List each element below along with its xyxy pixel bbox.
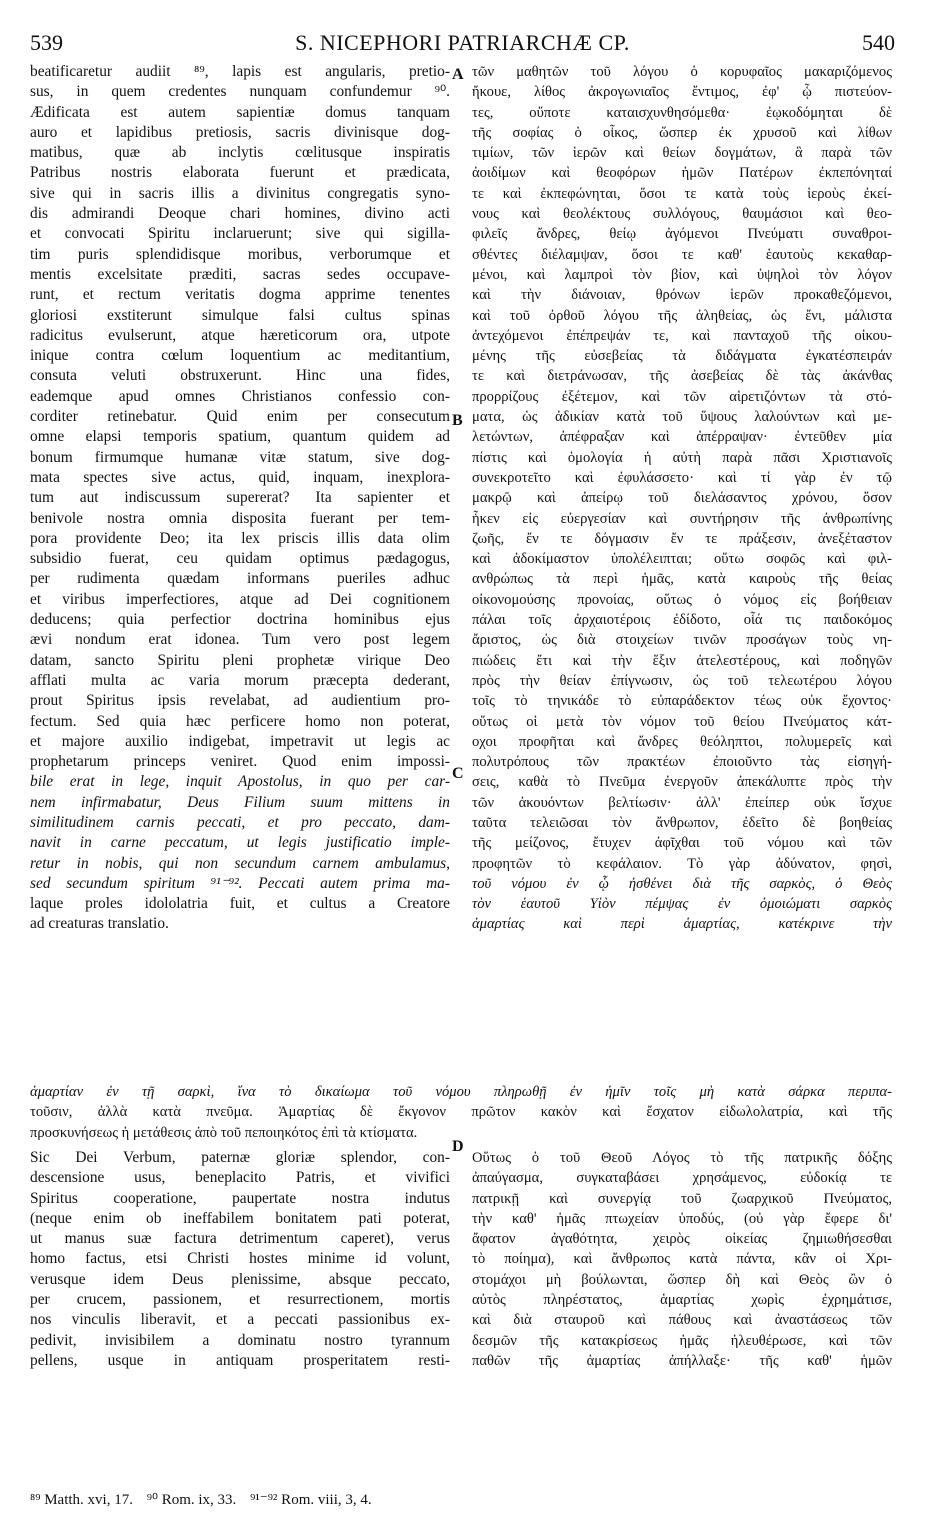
text-line: mentis excelsitate præditi, sacras sedes occupave- bbox=[30, 265, 450, 283]
text-line: sive qui in sacris illis a divinitus congregatis syno- bbox=[30, 184, 450, 202]
text-line: Spiritus cooperatione, paupertate nostra indutus bbox=[30, 1189, 450, 1207]
text-line: ἀπαύγασμα, συγκαταβάσει χρησάμενος, εὐδοκίᾳ τε bbox=[472, 1170, 892, 1187]
text-line: ἄριστος, ὡς διὰ στοιχείων τινῶν προσάγων τοὺς νη- bbox=[472, 632, 892, 649]
greek-full-width-text bbox=[30, 1082, 892, 1143]
text-line: πιώδεις ἔτι καὶ τὴν ἕξιν ἀτελεστέρους, καὶ ποδηγῶν bbox=[472, 652, 892, 669]
text-line: et viribus imperfectiores, atque ad Dei cognitionem bbox=[30, 590, 450, 608]
text-line: Patribus nostris elaborata fuerunt et prædicata, bbox=[30, 164, 450, 182]
text-line: καὶ τοῦ ὀρθοῦ λόγου τῆς ἀληθείας, ὡς ἔνι, μάλιστα bbox=[472, 307, 892, 324]
greek-column-bottom bbox=[472, 1148, 892, 1371]
latin-column-top bbox=[30, 62, 450, 935]
text-line: tum aut indiscussum supererat? Ita sapienter et bbox=[30, 489, 450, 507]
text-line: prout Spiritus ipsis revelabat, ad audientium pro- bbox=[30, 692, 450, 710]
text-line: beatificaretur audiit ⁸⁹, lapis est angularis, pretio- bbox=[30, 63, 450, 80]
text-line: τῶν ἀκουόντων βελτίωσιν· ἀλλ' ἐπείπερ οὐκ ἴσχυε bbox=[472, 794, 892, 811]
text-line: ἤκουε, λίθος ἀκρογωνιαῖος ἔντιμος, ἐφ' ᾧ πιστεύον- bbox=[472, 84, 892, 101]
text-line: συνεκροτεῖτο καὶ ἐφυλάσσετο· καὶ τί γὰρ ἐν τῷ bbox=[472, 469, 892, 486]
text-line: τοῦσιν, ἀλλὰ κατὰ πνεῦμα. Ἁμαρτίας δὲ ἔκγονον πρῶτον κακὸν καὶ ἔσχατον εἰδωλολατρία, καὶ τῆς bbox=[30, 1104, 892, 1121]
latin-column-bottom bbox=[30, 1148, 450, 1371]
text-line: fectum. Sed quia hæc perficere homo non poterat, bbox=[30, 712, 450, 730]
text-line: verusque idem Deus plenissime, absque peccato, bbox=[30, 1270, 450, 1288]
text-line: καὶ ἀδοκίμαστον ὑπολέλειπται; οὕτω σοφῶς καὶ φιλ- bbox=[472, 551, 892, 568]
text-line: τῶν μαθητῶν τοῦ λόγου ὁ κορυφαῖος μακαριζόμενος bbox=[472, 64, 892, 80]
section-marker-d: D bbox=[452, 1138, 464, 1155]
text-line: πίστις καὶ ὁμολογία ἡ αὐτὴ παρὰ πᾶσι Χριστιανοῖς bbox=[472, 449, 892, 466]
text-line: ad creaturas translatio. bbox=[30, 915, 169, 933]
text-line: deducens; quia perfectior doctrina hominibus ejus bbox=[30, 611, 450, 629]
page-header bbox=[30, 30, 895, 58]
text-line: προρρίζους ἐξέτεμον, καὶ τῶν αἱρετιζόντων τὰ στό- bbox=[472, 388, 892, 405]
text-line: pellens, usque in antiquam prosperitatem resti- bbox=[30, 1351, 450, 1369]
text-line: auro et lapidibus pretiosis, sacris divinisque dog- bbox=[30, 123, 450, 141]
text-line: pora providente Deo; ita lex priscis illis data olim bbox=[30, 529, 450, 547]
text-line: φιλεῖς ἄνδρες, θείῳ ἀγόμενοι Πνεύματι συναθροι- bbox=[472, 226, 892, 243]
footnote: ⁸⁹ Matth. xvi, 17. bbox=[30, 1492, 133, 1508]
text-line: tim puris splendidisque moribus, verborumque et bbox=[30, 245, 450, 263]
text-line: (neque enim ob ineffabilem bonitatem pati poterat, bbox=[30, 1209, 450, 1227]
text-line: similitudinem carnis peccati, et pro peccato, dam- bbox=[30, 813, 450, 831]
text-line: bile erat in lege, inquit Apostolus, in quo per car- bbox=[30, 773, 450, 791]
page-number-right: 540 bbox=[862, 30, 895, 55]
text-line: ματα, ὡς ἀδικίαν κατὰ τοῦ ὕψους λαλούντων καὶ με- bbox=[472, 409, 892, 426]
text-line: nem infirmabatur, Deus Filium suum mittens in bbox=[30, 793, 450, 811]
text-line: sed secundum spiritum ⁹¹⁻⁹². Peccati autem prima ma- bbox=[30, 874, 450, 892]
text-line: τὸν ἑαυτοῦ Υἱὸν πέμψας ἐν ὁμοιώματι σαρκὸς bbox=[472, 896, 892, 913]
text-line: navit in carne peccatum, ut legis justificatio imple- bbox=[30, 834, 450, 852]
text-line: ἀοιδίμων καὶ θεοφόρων ἡμῶν Πατέρων ἐκπεπόνηταί bbox=[472, 165, 892, 182]
text-line: πατρικῇ καὶ συνεργίᾳ τοῦ ζωαρχικοῦ Πνεύματος, bbox=[472, 1190, 892, 1207]
page-number-left: 539 bbox=[30, 30, 63, 55]
text-line: laque proles idololatria fuit, et cultus a Creatore bbox=[30, 895, 450, 913]
text-line: ζωῆς, ἔν τε δόγμασιν ἔν τε πράξεσιν, ἀνεξέταστον bbox=[472, 530, 892, 547]
text-line: ἀντεχόμενοι ἐπέπρεψάν τε, καὶ πανταχοῦ τῆς οἰκου- bbox=[472, 327, 892, 344]
text-line: dis admirandi Deoque chari homines, divino acti bbox=[30, 205, 450, 223]
text-line: τοῦ νόμου ἐν ᾧ ἠσθένει διὰ τῆς σαρκὸς, ὁ Θεὸς bbox=[472, 875, 892, 892]
text-line: et majore auxilio indigebat, impetravit ut legis ac bbox=[30, 732, 450, 750]
text-line: νους καὶ θεολέκτους συλλόγους, θαυμάσιοι καὶ θεο- bbox=[472, 206, 892, 223]
text-line: τοῖς τὸ τηνικάδε τὸ εὐπαράδεκτον τέως οὐκ ἔχοντος· bbox=[472, 693, 892, 710]
text-line: οἰκονομούσης προνοίας, οὕτως ὁ νόμος εἰς βοήθειαν bbox=[472, 591, 892, 608]
section-marker-a: A bbox=[452, 66, 464, 83]
text-line: στομάχοι μὴ βούλωνται, ὥσπερ δὴ καὶ Θεὸς ὢν ὁ bbox=[472, 1271, 892, 1288]
text-line: τε καὶ διετράνωσαν, τῆς ἀσεβείας δὲ τὰς ἀκάνθας bbox=[472, 368, 892, 385]
text-line: pedivit, invisibilem a dominatu nostro tyrannum bbox=[30, 1331, 450, 1349]
text-line: τε καὶ ἐκπεφώνηται, ὅσοι τε κατὰ τοὺς ἱεροὺς ἐκεί- bbox=[472, 185, 892, 202]
text-line: οὕτως οἱ μετὰ τὸν νόμον τοῦ θείου Πνεύματος κάτ- bbox=[472, 713, 892, 730]
text-line: τὸ ποίημα), καὶ ἄνθρωπος κατὰ πάντα, κἂν οἱ Χρι- bbox=[472, 1251, 892, 1268]
text-line: τες, οὔποτε καταισχυνθησόμεθα· ἐῳκοδόμηται δὲ bbox=[472, 104, 892, 121]
text-line: Οὕτως ὁ τοῦ Θεοῦ Λόγος τὸ τῆς πατρικῆς δόξης bbox=[472, 1150, 892, 1166]
text-line: Ædificata est autem sapientiæ domus tanquam bbox=[30, 103, 450, 121]
running-title: S. NICEPHORI PATRIARCHÆ CP. bbox=[295, 30, 630, 55]
section-marker-b: B bbox=[452, 412, 463, 429]
text-line: παθῶν τῆς ἁμαρτίας ἀπήλλαξε· τῆς καθ' ἡμῶν bbox=[472, 1352, 892, 1369]
text-line: σεις, καθὰ τὸ Πνεῦμα ἐνεργοῦν ἀπεκάλυπτε πρὸς τὴν bbox=[472, 774, 892, 791]
text-line: σθέντες διέλαμψαν, ὅσοι τε καθ' ἑαυτοὺς κεκαθαρ- bbox=[472, 246, 892, 263]
text-line: descensione usus, beneplacito Patris, et vivifici bbox=[30, 1169, 450, 1187]
text-line: ævi nondum erat idonea. Tum vero post legem bbox=[30, 631, 450, 649]
text-line: datam, sancto Spiritu pleni prophetæ virique Deo bbox=[30, 651, 450, 669]
text-line: ἧκεν εἰς εὐεργεσίαν καὶ συντήρησιν τῆς ἀνθρωπίνης bbox=[472, 510, 892, 527]
text-line: sus, in quem credentes nunquam confundemur ⁹⁰. bbox=[30, 83, 450, 101]
text-line: prophetarum princeps veniret. Quod enim impossi- bbox=[30, 753, 450, 771]
text-line: benivole nostra omnia disposita fuerant per tem- bbox=[30, 509, 450, 527]
text-line: μένης τῆς εὐσεβείας τὰ διδάγματα ἐγκατέσπειράν bbox=[472, 348, 892, 365]
text-line: ἄφατον ἀγαθότητα, χειρὸς οἰκείας ζημιωθήσεσθαι bbox=[472, 1231, 892, 1248]
text-line: καὶ διὰ σταυροῦ καὶ πάθους καὶ ἀναστάσεως τῶν bbox=[472, 1312, 892, 1329]
text-line: δεσμῶν τῆς κατακρίσεως ἡμᾶς ἠλευθέρωσε, καὶ τῶν bbox=[472, 1332, 892, 1349]
footnote: ⁹¹⁻⁹² Rom. viii, 3, 4. bbox=[250, 1492, 372, 1508]
text-line: bonum firmumque humanæ vitæ statum, sive dog- bbox=[30, 448, 450, 466]
section-marker-c: C bbox=[452, 765, 464, 782]
text-line: per crucem, passionem, et resurrectionem, mortis bbox=[30, 1291, 450, 1309]
text-line: radicitus evulserunt, atque hæreticorum ora, utpote bbox=[30, 326, 450, 344]
text-line: matibus, quæ ab inclytis cœlitusque inspiratis bbox=[30, 144, 450, 162]
text-line: afflati multa ac varia morum præcepta dederant, bbox=[30, 671, 450, 689]
text-line: πρὸς τὴν θείαν ἐπίγνωσιν, ὡς τοῦ τελεωτέρου λόγου bbox=[472, 672, 892, 689]
text-line: πάλαι τοῖς ἀρχαιοτέροις ἐδίδοτο, οἷά τις παιδοκόμος bbox=[472, 612, 892, 629]
text-line: τῆς σοφίας ὁ οἶκος, ὥσπερ ἐκ χρυσοῦ καὶ λίθων bbox=[472, 124, 892, 141]
text-line: ανθρώπως τὰ περὶ ἡμᾶς, κατὰ καιροὺς τῆς θείας bbox=[472, 571, 892, 588]
text-line: homo factus, etsi Christi hostes minime id volunt, bbox=[30, 1250, 450, 1268]
text-line: eademque apud omnes Christianos confessio con- bbox=[30, 387, 450, 405]
text-line: οχοι προφῆται καὶ ἄνδρες θεόληπτοι, πολυμερεῖς καὶ bbox=[472, 733, 892, 750]
text-line: consuta veluti obstruxerunt. Hinc una fides, bbox=[30, 367, 450, 385]
text-line: τιμίων, τῶν ἱερῶν καὶ θείων δογμάτων, ἃ παρὰ τῶν bbox=[472, 145, 892, 162]
text-line: Sic Dei Verbum, paternæ gloriæ splendor, con- bbox=[30, 1149, 450, 1166]
text-line: ἁμαρτίαν ἐν τῇ σαρκὶ, ἵνα τὸ δικαίωμα τοῦ νόμου πληρωθῇ ἐν ἡμῖν τοῖς μὴ κατὰ σάρκα περιπα- bbox=[30, 1084, 892, 1100]
text-line: μένοι, καὶ λαμπροὶ τὸν βίον, καὶ ὑψηλοὶ τὸν λόγον bbox=[472, 266, 892, 283]
greek-column-top bbox=[472, 62, 892, 935]
text-line: τῆς μείζονος, ἔτυχεν ἀφῖχθαι τοῦ νόμου καὶ τῶν bbox=[472, 835, 892, 852]
text-line: προφητῶν τὸ κεφάλαιον. Τὸ γὰρ ἀδύνατον, φησὶ, bbox=[472, 855, 892, 872]
text-line: omne elapsi temporis spatium, quantum quidem ad bbox=[30, 428, 450, 446]
text-line: nos vinculis liberavit, et a peccati passionibus ex- bbox=[30, 1311, 450, 1329]
text-line: runt, et rectum veritatis dogma apprime tenentes bbox=[30, 286, 450, 304]
text-line: αὐτὸς πληρέστατος, ἁμαρτίας χωρὶς ἐχρημάτισε, bbox=[472, 1292, 892, 1309]
text-line: per rudimenta quædam informans pueriles adhuc bbox=[30, 570, 450, 588]
text-line: inique contra cœlum loquentium ac meditantium, bbox=[30, 347, 450, 365]
text-line: τὴν καθ' ἡμᾶς πτωχείαν ὑποδύς, (οὐ γὰρ ἔφερε δι' bbox=[472, 1210, 892, 1227]
text-line: mata spectes sive actus, quid, inquam, inexplora- bbox=[30, 468, 450, 486]
footnote: ⁹⁰ Rom. ix, 33. bbox=[146, 1492, 237, 1508]
text-line: ut manus suæ factura detrimentum caperet), verus bbox=[30, 1230, 450, 1248]
text-line: retur in nobis, qui non secundum carnem ambulamus, bbox=[30, 854, 450, 872]
text-line: λετώντων, ἀπέφραξαν καὶ ἀπέρραψαν· ἐντεῦθεν μία bbox=[472, 429, 892, 446]
text-line: μακρῷ καὶ ἀπείρῳ τοῦ διελάσαντος χρόνου, ὅσον bbox=[472, 490, 892, 507]
text-line: ταῦτα τελειῶσαι τὸν ἄνθρωπον, ἐδεῖτο δὲ βοηθείας bbox=[472, 814, 892, 831]
text-line: gloriosi exstiterunt simulque falsi cultus spinas bbox=[30, 306, 450, 324]
text-line: προσκυνήσεως ἡ μετάθεσις ἀπὸ τοῦ πεποιηκότος ἐπὶ τὰ κτίσματα. bbox=[30, 1124, 418, 1141]
text-line: ἁμαρτίας καὶ περὶ ἁμαρτίας, κατέκρινε τὴν bbox=[472, 916, 892, 933]
text-line: πολυτρόπους τῶν πρακτέων ἐποιοῦντο τὰς εἰσηγή- bbox=[472, 754, 892, 771]
footnotes bbox=[30, 1490, 892, 1509]
text-line: et convocati Spiritu inclaruerunt; sive qui sigilla- bbox=[30, 225, 450, 243]
text-line: καὶ τὴν διάνοιαν, θρόνων ἱερῶν προκαθεζόμενοι, bbox=[472, 287, 892, 304]
text-line: subsidio fuerat, ceu quidam optimus pædagogus, bbox=[30, 550, 450, 568]
text-line: corditer retinebatur. Quid enim per consecutum bbox=[30, 408, 450, 426]
